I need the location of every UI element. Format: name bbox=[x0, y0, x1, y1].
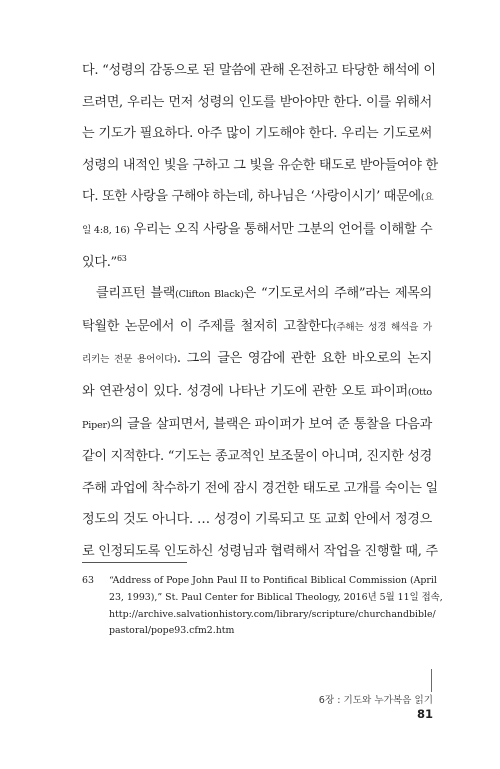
scripture-reference-text: 요 bbox=[424, 192, 434, 204]
page-number: 81 bbox=[416, 707, 433, 721]
text-run: . 그의 글은 영감에 관한 요한 바오로의 논지 bbox=[176, 351, 432, 367]
text-run: 있다.” bbox=[82, 254, 117, 270]
text-line bbox=[82, 278, 432, 311]
footnote-line: 23, 1993),” St. Paul Center for Biblical Theology, 2016년 5월 11일 접속, bbox=[109, 591, 443, 603]
text-line: 는 기도가 필요하다. 아주 많이 기도해야 한다. 우리는 기도로써 bbox=[82, 126, 432, 142]
text-line bbox=[82, 311, 432, 344]
body-text bbox=[82, 55, 438, 568]
footnote-link[interactable]: pastoral/pope93.cfm2.htm bbox=[109, 625, 235, 637]
footnote-link[interactable]: http://archive.salvationhistory.com/library/scripture/churchandbible/ bbox=[109, 608, 436, 620]
footnote-line: “Address of Pope John Paul II to Pontifical Biblical Commission (April bbox=[109, 575, 437, 586]
text-run: 우리는 오직 사랑을 통해서만 그분의 언어를 이해할 수 bbox=[129, 221, 433, 237]
text-line: 정도의 것도 아니다. … 성경이 기록되고 또 교회 안에서 정경으 bbox=[82, 512, 432, 528]
text-run: 탁월한 논문에서 이 주제를 철저히 고찰한다 bbox=[82, 318, 333, 334]
text-line: 르려면, 우리는 먼저 성령의 인도를 받아야만 한다. 이를 위해서 bbox=[82, 94, 432, 110]
footnote-number: 63 bbox=[82, 575, 94, 586]
footnote-divider bbox=[82, 562, 187, 563]
parenthetical-note: 리키는 전문 용어이다) bbox=[82, 354, 177, 366]
text-line: 주해 과업에 착수하기 전에 잠시 경건한 태도로 고개를 숙이는 일 bbox=[82, 480, 438, 496]
english-name: (Otto bbox=[407, 386, 432, 398]
running-head: 6장 : 기도와 누가복음 읽기 bbox=[318, 695, 433, 706]
text-line: 다. “성령의 감동으로 된 말씀에 관해 온전하고 타당한 해석에 이 bbox=[82, 63, 436, 78]
text-line bbox=[82, 214, 432, 247]
footnote-text bbox=[109, 573, 443, 640]
text-line bbox=[82, 376, 432, 409]
text-run: 클리프턴 블랙 bbox=[96, 286, 176, 302]
text-line bbox=[82, 409, 432, 442]
scripture-reference: (요 bbox=[420, 192, 434, 204]
text-run: 다. 또한 사랑을 구해야 하는데, 하나님은 ‘사랑이시기’ 때문에 bbox=[82, 189, 421, 205]
scripture-reference: 일 4:8, 16) bbox=[82, 224, 130, 236]
text-line: 성령의 내적인 빛을 구하고 그 빛을 유순한 태도로 받아들여야 한 bbox=[82, 157, 438, 173]
text-line: 로 인정되도록 인도하신 성령님과 협력해서 작업을 진행할 때, 주 bbox=[82, 543, 438, 559]
footnote bbox=[82, 573, 443, 640]
text-line: 같이 지적한다. “기도는 종교적인 보조물이 아니며, 진지한 성경 bbox=[82, 449, 432, 465]
text-run: 은 “기도로서의 주해”라는 제목의 bbox=[243, 286, 432, 302]
text-line bbox=[82, 343, 432, 376]
text-line bbox=[82, 181, 432, 214]
parenthetical-note: (주해는 성경 해석을 가 bbox=[332, 321, 432, 333]
text-run: 의 글을 살피면서, 블랙은 파이퍼가 보여 준 통찰을 다음과 bbox=[110, 416, 432, 432]
text-run: 와 연관성이 있다. 성경에 나타난 기도에 관한 오토 파이퍼 bbox=[82, 383, 408, 399]
running-head-rule bbox=[431, 669, 432, 692]
english-name: Piper) bbox=[82, 419, 111, 431]
text-line bbox=[82, 247, 432, 279]
english-name: (Clifton Black) bbox=[175, 289, 244, 301]
footnote-reference: 63 bbox=[116, 253, 127, 263]
